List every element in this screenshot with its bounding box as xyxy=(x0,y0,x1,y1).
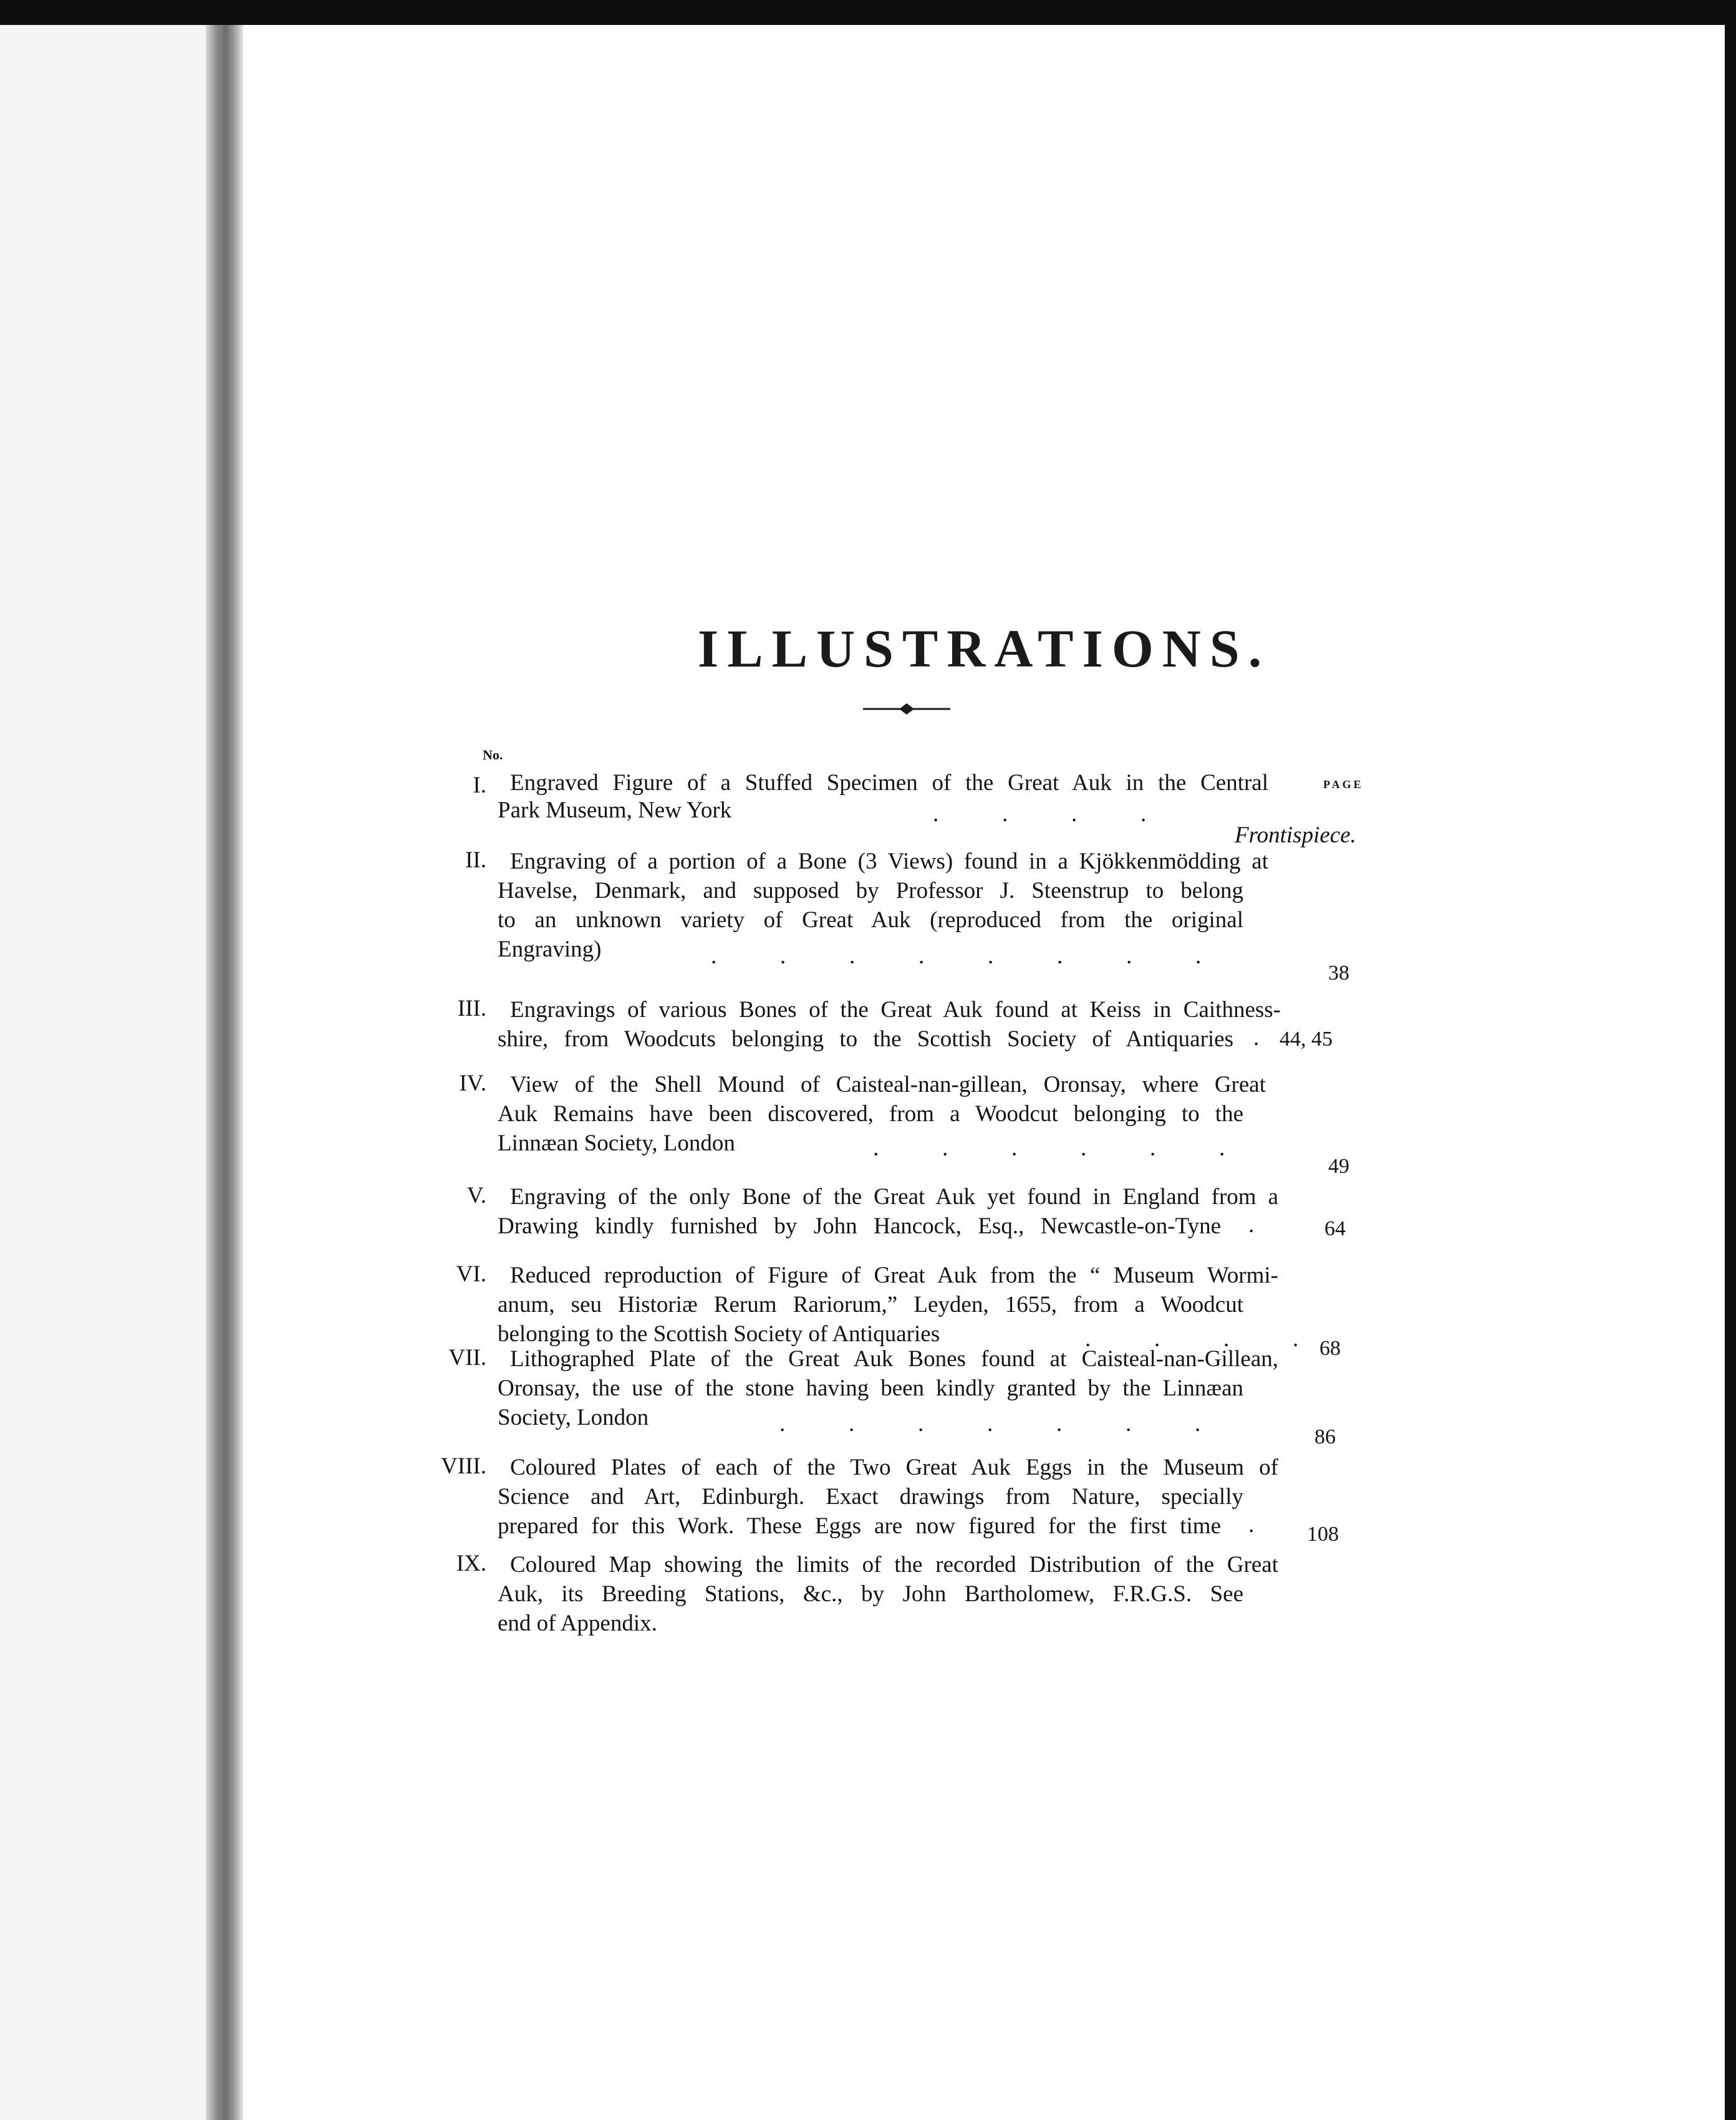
entry-text-line: Havelse, Denmark, and supposed by Professor J. Steenstrup to belong xyxy=(498,878,1243,903)
leader-dots: . . . . xyxy=(933,801,1147,827)
entry-text-line: belonging to the Scottish Society of Antiquaries xyxy=(498,1321,940,1347)
entry-text-line: to an unknown variety of Great Auk (reproduced from the original xyxy=(498,907,1243,933)
entry-text-line: Auk Remains have been discovered, from a Woodcut belonging to the xyxy=(498,1101,1243,1127)
entry-number: IX. xyxy=(456,1551,486,1576)
entry-text-line: Drawing kindly furnished by John Hancock, Esq., Newcastle-on-Tyne xyxy=(498,1213,1221,1239)
book-binding-gutter xyxy=(206,25,243,2120)
leader-dots: . . . . . . . . xyxy=(711,943,1202,969)
entry-text-line: Engraving of the only Bone of the Great Auk yet found in England from a xyxy=(510,1184,1278,1210)
leader-dots: . . . . xyxy=(1085,1326,1299,1352)
entry-text-line: Reduced reproduction of Figure of Great Auk from the “ Museum Wormi- xyxy=(510,1263,1278,1288)
entry-text-line: Science and Art, Edinburgh. Exact drawings from Nature, specially xyxy=(498,1484,1243,1510)
entry-text-line: end of Appendix. xyxy=(498,1611,657,1636)
scan-right-border xyxy=(1725,0,1736,2120)
leader-dots: . xyxy=(1253,1025,1260,1051)
number-column-heading: No. xyxy=(483,747,503,763)
entry-number: II. xyxy=(465,847,486,873)
left-page-margin xyxy=(0,25,206,2120)
leader-dots: . xyxy=(1248,1212,1255,1238)
leader-dots: . xyxy=(1248,1512,1255,1538)
entry-number: IV. xyxy=(459,1071,486,1096)
scan-top-border xyxy=(0,0,1736,25)
leader-dots: . . . . . . . xyxy=(779,1411,1201,1437)
entry-text-line: Auk, its Breeding Stations, &c., by John Bartholomew, F.R.G.S. See xyxy=(498,1581,1243,1607)
entry-page: 49 xyxy=(1328,1155,1349,1178)
entry-text-line: Park Museum, New York xyxy=(498,797,732,823)
entry-text-line: shire, from Woodcuts belonging to the Scottish Society of Antiquaries xyxy=(498,1026,1233,1052)
entry-page: 86 xyxy=(1314,1425,1336,1448)
entry-page: 38 xyxy=(1328,961,1349,985)
entry-text-line: anum, seu Historiæ Rerum Rariorum,” Leyden, 1655, from a Woodcut xyxy=(498,1292,1243,1318)
entry-text-line: Engravings of various Bones of the Great Auk found at Keiss in Caithness- xyxy=(510,997,1281,1023)
entry-number: V. xyxy=(466,1183,486,1208)
entry-text-line: prepared for this Work. These Eggs are now figured for the first time xyxy=(498,1513,1221,1539)
entry-page: 64 xyxy=(1324,1217,1346,1240)
entry-text-line: Engraved Figure of a Stuffed Specimen of the Great Auk in the Central xyxy=(510,770,1268,796)
entry-text-line: Coloured Map showing the limits of the recorded Distribution of the Great xyxy=(510,1552,1278,1578)
entry-page: 108 xyxy=(1307,1523,1339,1546)
entry-text-line: Linnæan Society, London xyxy=(498,1130,735,1156)
page-title: ILLUSTRATIONS. xyxy=(697,619,1271,678)
entry-number: I. xyxy=(473,773,486,798)
page-column-heading: PAGE xyxy=(1323,778,1364,791)
entry-text-line: Engraving) xyxy=(498,937,602,962)
entry-page: 44, 45 xyxy=(1280,1028,1333,1051)
entry-text-line: Coloured Plates of each of the Two Great Auk Eggs in the Museum of xyxy=(510,1455,1278,1480)
entry-number: VIII. xyxy=(441,1453,486,1479)
entry-number: VI. xyxy=(456,1261,486,1287)
entry-number: III. xyxy=(457,996,486,1021)
entry-page: Frontispiece. xyxy=(1235,822,1356,848)
entry-text-line: Lithographed Plate of the Great Auk Bones found at Caisteal-nan-Gillean, xyxy=(510,1346,1278,1372)
ornament-rule-icon xyxy=(863,700,950,718)
entry-text-line: Engraving of a portion of a Bone (3 Views) found in a Kjökkenmödding at xyxy=(510,849,1268,874)
leader-dots: . . . . . . xyxy=(873,1135,1225,1161)
entry-text-line: Oronsay, the use of the stone having been kindly granted by the Linnæan xyxy=(498,1376,1243,1401)
entry-text-line: View of the Shell Mound of Caisteal-nan-gillean, Oronsay, where Great xyxy=(510,1072,1266,1097)
illustrations-page xyxy=(243,25,1725,2120)
entry-number: VII. xyxy=(448,1345,486,1371)
entry-text-line: Society, London xyxy=(498,1405,649,1430)
entry-page: 68 xyxy=(1319,1337,1341,1360)
